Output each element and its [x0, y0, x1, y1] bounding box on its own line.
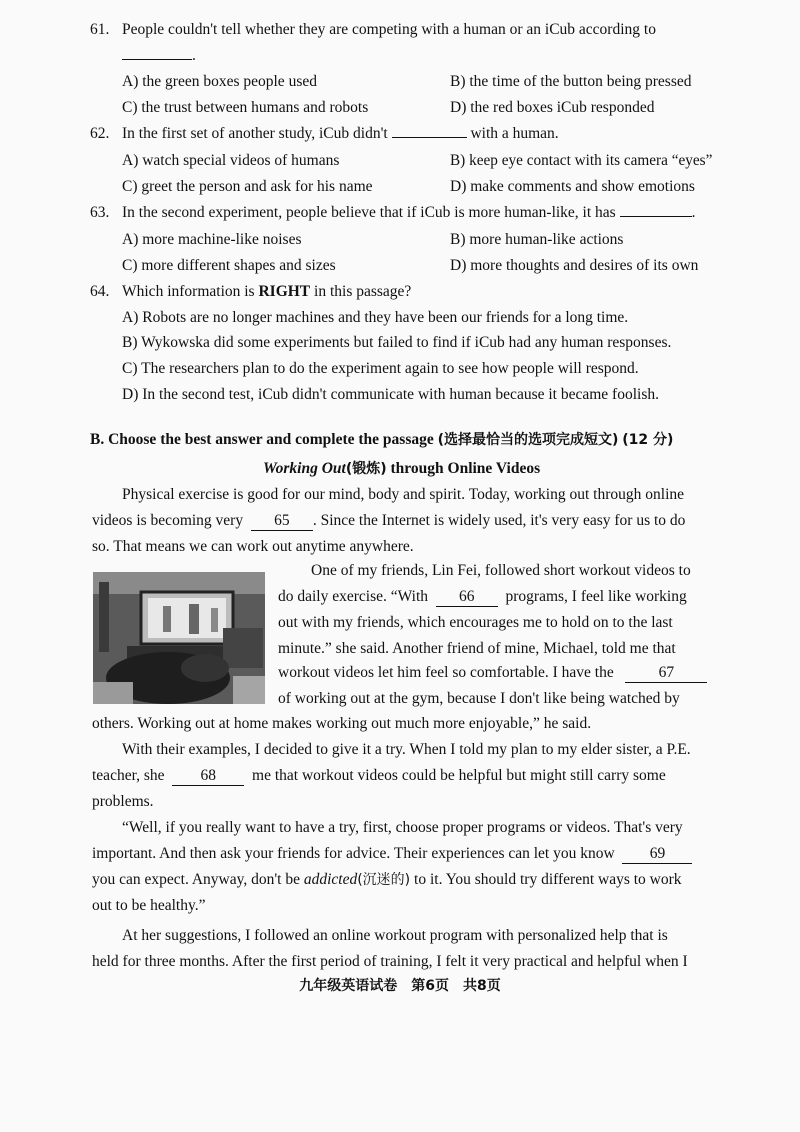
p3-line-1: With their examples, I decided to give it a try. When I told my plan to my elder sister, a P.E.: [122, 741, 691, 758]
question-61-end: .: [192, 47, 196, 64]
p1-line-3: so. That means we can work out anytime anywhere.: [92, 538, 414, 555]
blank-69: 69: [622, 845, 692, 864]
question-61-stem: People couldn't tell whether they are competing with a human or an iCub according to: [122, 21, 656, 38]
q61-option-c: C) the trust between humans and robots: [122, 99, 369, 116]
question-62-stem: [122, 124, 559, 144]
q61-option-b: B) the time of the button being pressed: [450, 73, 692, 90]
question-61-blank-line: [122, 46, 196, 66]
q63-option-a: A) more machine-like noises: [122, 231, 302, 248]
q62-option-a: A) watch special videos of humans: [122, 152, 340, 169]
question-61-number: 61.: [90, 21, 110, 38]
p4-line-3: [92, 870, 682, 890]
q62-option-b: B) keep eye contact with its camera “eyes”: [450, 152, 713, 169]
p4-line-3b: to it. You should try different ways to work: [414, 871, 682, 888]
q64-option-d: D) In the second test, iCub didn't communicate with human because it became foolish.: [122, 386, 659, 403]
q63-option-d: D) more thoughts and desires of its own: [450, 257, 699, 274]
p4-line-3a: you can expect. Anyway, don't be: [92, 871, 300, 888]
p3-line-3: problems.: [92, 793, 154, 810]
q62-option-c: C) greet the person and ask for his name: [122, 178, 373, 195]
passage-title-cn: (锻炼): [345, 461, 387, 477]
p4-line-3-cn: (沉迷的): [357, 872, 411, 888]
question-63-stem: [122, 203, 695, 223]
p4-line-1: “Well, if you really want to have a try, first, choose proper programs or videos. That's very: [122, 819, 683, 836]
p2-line-2b: programs, I feel like working: [505, 588, 687, 605]
q62-stem-before: In the first set of another study, iCub didn't: [122, 125, 388, 142]
section-b-heading-cn: (选择最恰当的选项完成短文): [437, 432, 619, 448]
p1-line-2a: videos is becoming very: [92, 512, 244, 529]
p4-line-4: out to be healthy.”: [92, 897, 206, 914]
p4-line-3-italic: addicted: [303, 871, 358, 888]
q64-option-b: B) Wykowska did some experiments but failed to find if iCub had any human responses.: [122, 334, 672, 351]
p1-line-1: Physical exercise is good for our mind, body and spirit. Today, working out through online: [122, 486, 685, 503]
blank-65: 65: [251, 512, 313, 531]
question-63-number: 63.: [90, 204, 110, 221]
question-62-number: 62.: [90, 125, 110, 142]
blank-67: 67: [625, 664, 707, 683]
p2-line-5: [278, 663, 707, 683]
p2-line-2a: do daily exercise. “With: [278, 588, 429, 605]
p4-line-2a: important. And then ask your friends for advice. Their experiences can let you know: [92, 845, 615, 862]
p2-line-6: of working out at the gym, because I don't like being watched by: [278, 690, 680, 707]
passage-title-rest: through Online Videos: [390, 460, 541, 477]
q63-end: .: [691, 204, 696, 221]
p3-line-2: [92, 766, 666, 786]
workout-video-photo: [93, 572, 265, 704]
p2-line-3: out with my friends, which encourages me to hold on to the last: [278, 614, 673, 631]
q64-stem-before: Which information is: [122, 283, 255, 300]
q61-option-a: A) the green boxes people used: [122, 73, 317, 90]
question-64-number: 64.: [90, 283, 110, 300]
p2-line-1: One of my friends, Lin Fei, followed short workout videos to: [311, 562, 691, 579]
q63-option-b: B) more human-like actions: [450, 231, 624, 248]
section-b-heading-points: (12 分): [622, 432, 674, 448]
q63-stem-before: In the second experiment, people believe that if iCub is more human-like, it has: [122, 204, 616, 221]
p5-line-1: At her suggestions, I followed an online workout program with personalized help that is: [122, 927, 668, 944]
blank-68: 68: [172, 767, 244, 786]
p4-line-2: [92, 844, 692, 864]
passage-title-italic: Working Out: [263, 460, 346, 477]
p3-line-2b: me that workout videos could be helpful but might still carry some: [252, 767, 666, 784]
p2-line-2: [278, 587, 687, 607]
q64-stem-bold: RIGHT: [258, 283, 311, 300]
section-b-heading: [90, 430, 673, 450]
q61-option-d: D) the red boxes iCub responded: [450, 99, 655, 116]
blank-66: 66: [436, 588, 498, 607]
q62-option-d: D) make comments and show emotions: [450, 178, 695, 195]
p2-line-4: minute.” she said. Another friend of mine, Michael, told me that: [278, 640, 676, 657]
q64-stem-after: in this passage?: [314, 283, 412, 300]
p1-line-2b: . Since the Internet is widely used, it's very easy for us to do: [312, 512, 686, 529]
page-footer: 九年级英语试卷 第6页 共8页: [299, 978, 501, 994]
q64-option-a: A) Robots are no longer machines and they have been our friends for a long time.: [122, 309, 629, 326]
p2-line-7: others. Working out at home makes working out much more enjoyable,” he said.: [92, 715, 592, 732]
section-b-heading-main: B. Choose the best answer and complete the passage: [90, 431, 434, 448]
q62-stem-after: with a human.: [470, 125, 559, 142]
p1-line-2: [92, 511, 685, 531]
p2-line-5a: workout videos let him feel so comfortable. I have the: [278, 664, 614, 681]
passage-title: [263, 459, 540, 479]
photo-illustration: [93, 572, 265, 704]
p5-line-2: held for three months. After the first period of training, I felt it very practical and helpful when I: [92, 953, 688, 970]
p3-line-2a: teacher, she: [92, 767, 165, 784]
q63-option-c: C) more different shapes and sizes: [122, 257, 336, 274]
question-64-stem: [122, 282, 411, 302]
q64-option-c: C) The researchers plan to do the experiment again to see how people will respond.: [122, 360, 639, 377]
